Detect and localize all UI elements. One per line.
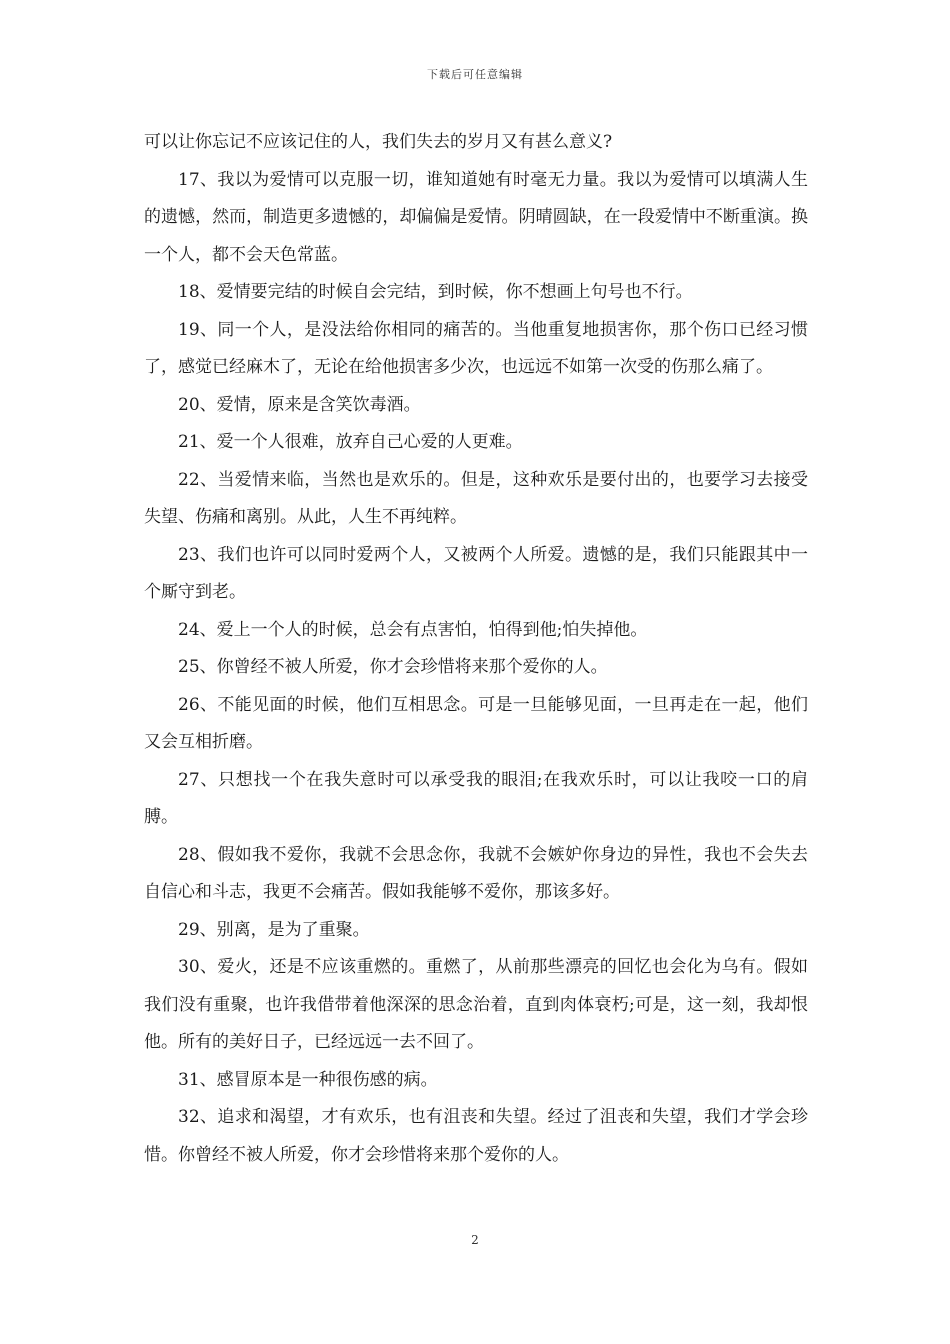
paragraph-18: 18、爱情要完结的时候自会完结，到时候，你不想画上句号也不行。	[178, 282, 693, 302]
paragraph-21: 21、爱一个人很难，放弃自己心爱的人更难。	[178, 432, 523, 452]
paragraph-26: 26、不能见面的时候，他们互相思念。可是一旦能够见面，一旦再走在一起，他们又会互相折磨。	[144, 694, 808, 752]
paragraph-22: 22、当爱情来临，当然也是欢乐的。但是，这种欢乐是要付出的，也要学习去接受失望、伤痛和离别。从此，人生不再纯粹。	[144, 469, 808, 527]
paragraph-27: 27、只想找一个在我失意时可以承受我的眼泪;在我欢乐时，可以让我咬一口的肩膊。	[144, 769, 808, 827]
paragraph-17: 17、我以为爱情可以克服一切，谁知道她有时毫无力量。我以为爱情可以填满人生的遗憾，然而，制造更多遗憾的，却偏偏是爱情。阴晴圆缺，在一段爱情中不断重演。换一个人，都不会天色常蓝。	[144, 169, 808, 265]
paragraph-25: 25、你曾经不被人所爱，你才会珍惜将来那个爱你的人。	[178, 657, 608, 677]
paragraph-31: 31、感冒原本是一种很伤感的病。	[178, 1069, 438, 1090]
paragraph-continuation: 可以让你忘记不应该记住的人，我们失去的岁月又有甚么意义?	[144, 132, 613, 152]
paragraph-19: 19、同一个人，是没法给你相同的痛苦的。当他重复地损害你，那个伤口已经习惯了，感觉已经麻木了，无论在给他损害多少次，也远远不如第一次受的伤那么痛了。	[144, 319, 808, 377]
paragraph-20: 20、爱情，原来是含笑饮毒酒。	[178, 394, 421, 415]
page-header: 下载后可任意编辑	[427, 68, 523, 81]
paragraph-30: 30、爱火，还是不应该重燃的。重燃了，从前那些漂亮的回忆也会化为乌有。假如我们没有重聚，也许我借带着他深深的思念治着，直到肉体衰朽;可是，这一刻，我却恨他。所有的美好日子，已经远远一去不回了。	[144, 957, 808, 1052]
paragraph-28: 28、假如我不爱你，我就不会思念你，我就不会嫉妒你身边的异性，我也不会失去自信心和斗志，我更不会痛苦。假如我能够不爱你，那该多好。	[144, 844, 808, 902]
paragraph-24: 24、爱上一个人的时候，总会有点害怕，怕得到他;怕失掉他。	[178, 619, 648, 640]
document-body	[144, 124, 808, 1174]
paragraph-29: 29、别离，是为了重聚。	[178, 919, 370, 940]
page-number: 2	[471, 1233, 479, 1247]
paragraph-23: 23、我们也许可以同时爱两个人，又被两个人所爱。遗憾的是，我们只能跟其中一个厮守到老。	[144, 544, 808, 602]
paragraph-32: 32、追求和渴望，才有欢乐，也有沮丧和失望。经过了沮丧和失望，我们才学会珍惜。你曾经不被人所爱，你才会珍惜将来那个爱你的人。	[144, 1107, 808, 1165]
